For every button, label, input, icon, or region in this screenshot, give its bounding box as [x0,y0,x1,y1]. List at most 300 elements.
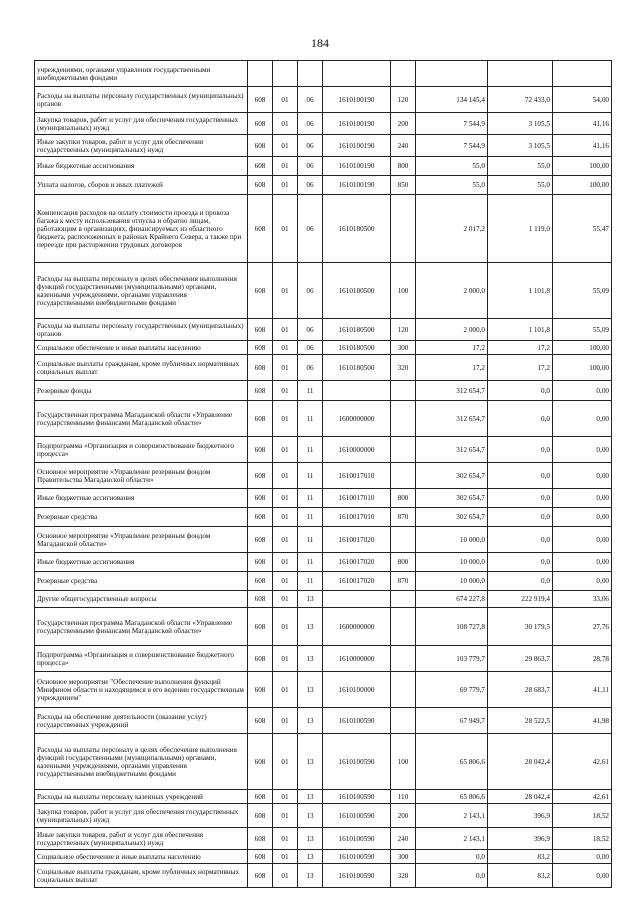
row-fact: 0,0 [488,437,553,463]
table-row [35,195,612,263]
row-csr: 1610017020 [323,553,391,572]
row-section: 01 [273,553,298,572]
row-plan: 67 949,7 [416,708,488,734]
row-code: 608 [248,195,273,263]
row-vr [391,708,416,734]
row-section: 01 [273,850,298,864]
row-vr [391,61,416,87]
row-subsection: 11 [298,489,323,508]
row-name: Компенсация расходов на оплату стоимости проезда и провоза багажа к месту использования отпуска и обратно лицам, работающим в организациях, финансируемых из областного бюджета, расположенных в районах Крайнего Севера, а также при переезде при расторжении трудовых договоров [35,195,248,263]
row-code: 608 [248,708,273,734]
row-percent: 100,00 [553,341,612,355]
row-percent: 0,00 [553,864,612,888]
row-subsection: 11 [298,508,323,527]
row-plan: 2 143,1 [416,828,488,850]
table-row [35,87,612,113]
row-csr: 1610180500 [323,355,391,381]
table-row [35,646,612,672]
table-row [35,61,612,87]
row-plan: 7 544,9 [416,113,488,135]
row-vr: 100 [391,734,416,790]
table-row [35,572,612,591]
row-csr: 1610100590 [323,708,391,734]
row-name: Государственная программа Магаданской области «Управление государственными финансами Магаданской области» [35,608,248,646]
row-csr: 1610100190 [323,135,391,157]
row-plan: 10 000,0 [416,527,488,553]
row-subsection: 13 [298,646,323,672]
row-plan: 2 000,0 [416,319,488,341]
row-code: 608 [248,401,273,437]
row-percent: 28,78 [553,646,612,672]
row-vr [391,608,416,646]
row-fact: 0,0 [488,401,553,437]
row-vr: 850 [391,176,416,195]
row-code: 608 [248,553,273,572]
row-section: 01 [273,87,298,113]
row-csr: 1610180500 [323,319,391,341]
row-plan: 312 654,7 [416,401,488,437]
row-subsection: 13 [298,790,323,804]
row-section: 01 [273,401,298,437]
row-name: Расходы на выплаты персоналу в целях обеспечения выполнения функций государственными (муниципальными) органами, казенными учреждениями, органами управления государственными внебюджетными фондами [35,263,248,319]
table-row [35,708,612,734]
row-csr: 1610100190 [323,176,391,195]
row-section: 01 [273,608,298,646]
row-name: Иные бюджетные ассигнования [35,157,248,176]
row-vr: 240 [391,135,416,157]
row-plan: 103 779,7 [416,646,488,672]
row-section: 01 [273,157,298,176]
table-row [35,591,612,608]
row-code: 608 [248,489,273,508]
row-name: Резервные фонды [35,381,248,401]
row-csr: 1610017020 [323,572,391,591]
row-fact: 0,0 [488,553,553,572]
row-name: Государственная программа Магаданской области «Управление государственными финансами Магаданской области» [35,401,248,437]
row-plan: 55,0 [416,157,488,176]
row-code: 608 [248,319,273,341]
row-fact: 1 101,8 [488,319,553,341]
row-section: 01 [273,572,298,591]
row-section: 01 [273,591,298,608]
row-percent: 0,00 [553,437,612,463]
row-fact: 28 522,5 [488,708,553,734]
row-plan: 10 000,0 [416,572,488,591]
row-subsection: 13 [298,734,323,790]
row-code [248,61,273,87]
page-number: 184 [311,36,329,50]
row-fact: 0,0 [488,508,553,527]
row-csr: 1610100190 [323,113,391,135]
row-plan: 674 227,8 [416,591,488,608]
row-vr: 800 [391,157,416,176]
table-row [35,790,612,804]
row-csr: 1600000000 [323,401,391,437]
row-csr: 1610180500 [323,263,391,319]
row-name: Иные бюджетные ассигнования [35,489,248,508]
row-plan: 108 727,8 [416,608,488,646]
row-section: 01 [273,135,298,157]
row-subsection: 06 [298,341,323,355]
row-name: Социальное обеспечение и иные выплаты населению [35,341,248,355]
row-plan: 17,2 [416,355,488,381]
row-fact: 222 919,4 [488,591,553,608]
row-plan: 0,0 [416,850,488,864]
row-subsection: 13 [298,828,323,850]
row-code: 608 [248,828,273,850]
row-section: 01 [273,355,298,381]
row-csr: 1600000000 [323,608,391,646]
table-row [35,463,612,489]
row-vr [391,527,416,553]
row-section: 01 [273,319,298,341]
row-fact: 0,0 [488,572,553,591]
row-subsection: 06 [298,113,323,135]
row-fact: 55,0 [488,157,553,176]
row-subsection: 11 [298,553,323,572]
row-plan: 65 806,6 [416,790,488,804]
row-csr [323,381,391,401]
row-name: Подпрограмма «Организация и совершенствование бюджетного процесса» [35,437,248,463]
row-percent: 42,61 [553,790,612,804]
row-subsection: 06 [298,135,323,157]
row-csr: 1610100190 [323,87,391,113]
row-fact: 0,0 [488,381,553,401]
row-fact: 29 863,7 [488,646,553,672]
row-name: Уплата налогов, сборов и иных платежей [35,176,248,195]
row-code: 608 [248,87,273,113]
row-csr: 1610100590 [323,850,391,864]
row-code: 608 [248,804,273,828]
row-vr [391,646,416,672]
table-row [35,553,612,572]
row-percent [553,61,612,87]
table-row [35,864,612,888]
row-section: 01 [273,828,298,850]
row-csr: 1610017010 [323,463,391,489]
row-vr: 320 [391,355,416,381]
row-csr: 1610180500 [323,195,391,263]
row-plan: 312 654,7 [416,381,488,401]
table-row [35,135,612,157]
row-vr [391,401,416,437]
row-fact: 3 105,5 [488,113,553,135]
row-name: Расходы на выплаты персоналу государственных (муниципальных) органов [35,319,248,341]
row-csr [323,591,391,608]
row-percent: 100,00 [553,355,612,381]
row-section: 01 [273,341,298,355]
row-percent: 41,11 [553,672,612,708]
row-vr: 100 [391,263,416,319]
table-row [35,157,612,176]
table-row [35,489,612,508]
row-vr: 120 [391,319,416,341]
row-fact: 17,2 [488,355,553,381]
row-percent: 100,00 [553,157,612,176]
row-plan: 0,0 [416,864,488,888]
row-subsection: 13 [298,608,323,646]
row-percent: 55,09 [553,263,612,319]
row-subsection: 13 [298,708,323,734]
row-section: 01 [273,804,298,828]
row-vr: 200 [391,113,416,135]
table-row [35,381,612,401]
row-percent: 41,16 [553,113,612,135]
row-subsection [298,61,323,87]
row-code: 608 [248,176,273,195]
row-plan: 55,0 [416,176,488,195]
row-vr: 300 [391,341,416,355]
row-section: 01 [273,263,298,319]
row-code: 608 [248,508,273,527]
row-subsection: 13 [298,864,323,888]
row-section: 01 [273,672,298,708]
row-csr: 1610180500 [323,341,391,355]
row-name: Расходы на обеспечение деятельности (оказание услуг) государственных учреждений [35,708,248,734]
row-vr [391,672,416,708]
budget-table [34,60,612,888]
row-percent: 27,76 [553,608,612,646]
row-subsection: 06 [298,355,323,381]
row-vr: 800 [391,553,416,572]
row-vr: 120 [391,87,416,113]
row-percent: 41,98 [553,708,612,734]
row-code: 608 [248,790,273,804]
row-percent: 0,00 [553,527,612,553]
row-percent: 41,16 [553,135,612,157]
row-csr: 1610100000 [323,672,391,708]
row-fact: 28 042,4 [488,790,553,804]
row-name: Социальное обеспечение и иные выплаты населению [35,850,248,864]
row-subsection: 13 [298,804,323,828]
row-section: 01 [273,508,298,527]
row-section [273,61,298,87]
row-section: 01 [273,790,298,804]
row-name: Социальные выплаты гражданам, кроме публичных нормативных социальных выплат [35,355,248,381]
row-subsection: 06 [298,157,323,176]
row-fact [488,61,553,87]
row-vr: 800 [391,489,416,508]
row-fact: 72 433,0 [488,87,553,113]
table-row [35,113,612,135]
row-vr [391,463,416,489]
row-plan: 10 000,0 [416,553,488,572]
row-section: 01 [273,646,298,672]
row-percent: 54,00 [553,87,612,113]
row-vr [391,381,416,401]
row-name: Основное мероприятие «Управление резервным фондом Правительства Магаданской области» [35,463,248,489]
row-fact: 28 683,7 [488,672,553,708]
row-plan: 302 654,7 [416,463,488,489]
row-section: 01 [273,734,298,790]
row-code: 608 [248,850,273,864]
row-subsection: 11 [298,437,323,463]
row-section: 01 [273,489,298,508]
row-subsection: 13 [298,672,323,708]
row-section: 01 [273,463,298,489]
table-row [35,608,612,646]
row-code: 608 [248,672,273,708]
table-row [35,263,612,319]
row-subsection: 11 [298,381,323,401]
row-subsection: 11 [298,401,323,437]
row-code: 608 [248,263,273,319]
row-percent: 42,61 [553,734,612,790]
row-section: 01 [273,176,298,195]
row-plan [416,61,488,87]
row-plan: 69 779,7 [416,672,488,708]
row-code: 608 [248,341,273,355]
row-name: Расходы на выплаты персоналу государственных (муниципальных) органов [35,87,248,113]
row-section: 01 [273,437,298,463]
row-code: 608 [248,463,273,489]
row-vr: 240 [391,828,416,850]
row-percent: 0,00 [553,508,612,527]
row-fact: 55,0 [488,176,553,195]
row-code: 608 [248,157,273,176]
row-name: Иные закупки товаров, работ и услуг для обеспечения государственных (муниципальных) нужд [35,828,248,850]
row-name: Резервные средства [35,508,248,527]
row-plan: 2 000,0 [416,263,488,319]
row-plan: 302 654,7 [416,489,488,508]
row-fact: 28 042,4 [488,734,553,790]
row-vr [391,195,416,263]
row-subsection: 11 [298,463,323,489]
row-percent: 0,00 [553,553,612,572]
row-name: Основное мероприятие «Управление резервным фондом Магаданской области» [35,527,248,553]
table-row [35,176,612,195]
row-csr: 1610000000 [323,646,391,672]
row-name: Резервные средства [35,572,248,591]
row-percent: 0,00 [553,381,612,401]
row-fact: 396,9 [488,804,553,828]
row-fact: 1 119,0 [488,195,553,263]
row-plan: 134 145,4 [416,87,488,113]
row-code: 608 [248,608,273,646]
row-name: Закупка товаров, работ и услуг для обеспечения государственных (муниципальных) нужд [35,804,248,828]
row-subsection: 11 [298,527,323,553]
row-vr [391,437,416,463]
row-vr: 320 [391,864,416,888]
row-name: Расходы на выплаты персоналу в целях обеспечения выполнения функций государственными (муниципальными) органами, казенными учреждениями, органами управления государственными внебюджетными фондами [35,734,248,790]
row-plan: 17,2 [416,341,488,355]
row-code: 608 [248,864,273,888]
row-percent: 55,47 [553,195,612,263]
row-percent: 0,00 [553,401,612,437]
row-code: 608 [248,646,273,672]
table-row [35,828,612,850]
row-subsection: 13 [298,591,323,608]
row-name: Социальные выплаты гражданам, кроме публичных нормативных социальных выплат [35,864,248,888]
row-csr: 1610017010 [323,508,391,527]
row-csr: 1610000000 [323,437,391,463]
row-plan: 7 544,9 [416,135,488,157]
row-name: Расходы на выплаты персоналу казенных учреждений [35,790,248,804]
row-name: Подпрограмма «Организация и совершенствование бюджетного процесса» [35,646,248,672]
row-plan: 2 143,1 [416,804,488,828]
table-row [35,319,612,341]
row-section: 01 [273,381,298,401]
row-subsection: 06 [298,176,323,195]
row-name: Другие общегосударственные вопросы [35,591,248,608]
row-fact: 3 105,5 [488,135,553,157]
row-vr: 200 [391,804,416,828]
row-code: 608 [248,527,273,553]
row-vr: 870 [391,508,416,527]
row-name: Иные закупки товаров, работ и услуг для обеспечения государственных (муниципальных) нужд [35,135,248,157]
row-code: 608 [248,572,273,591]
row-fact: 396,9 [488,828,553,850]
row-fact: 17,2 [488,341,553,355]
row-percent: 0,00 [553,572,612,591]
table-row [35,401,612,437]
row-section: 01 [273,864,298,888]
row-subsection: 13 [298,850,323,864]
row-fact: 1 101,8 [488,263,553,319]
row-subsection: 06 [298,263,323,319]
row-code: 608 [248,135,273,157]
row-plan: 302 654,7 [416,508,488,527]
row-percent: 18,52 [553,804,612,828]
row-csr: 1610017020 [323,527,391,553]
row-plan: 312 654,7 [416,437,488,463]
row-percent: 0,00 [553,463,612,489]
row-csr: 1610100190 [323,157,391,176]
row-fact: 83,2 [488,850,553,864]
row-subsection: 06 [298,87,323,113]
row-percent: 55,09 [553,319,612,341]
row-name: учреждениями, органами управления государственными внебюджетными фондами [35,61,248,87]
row-plan: 65 806,6 [416,734,488,790]
table-row [35,804,612,828]
row-percent: 33,06 [553,591,612,608]
table-row [35,672,612,708]
row-percent: 0,00 [553,489,612,508]
row-subsection: 06 [298,319,323,341]
row-section: 01 [273,113,298,135]
table-row [35,734,612,790]
row-code: 608 [248,591,273,608]
row-csr: 1610100590 [323,804,391,828]
row-subsection: 11 [298,572,323,591]
row-csr: 1610017010 [323,489,391,508]
table-row [35,341,612,355]
table-row [35,355,612,381]
row-code: 608 [248,381,273,401]
row-percent: 0,00 [553,850,612,864]
row-plan: 2 017,2 [416,195,488,263]
row-subsection: 06 [298,195,323,263]
row-name: Иные бюджетные ассигнования [35,553,248,572]
row-fact: 0,0 [488,527,553,553]
row-vr: 870 [391,572,416,591]
table-row [35,527,612,553]
row-vr: 110 [391,790,416,804]
row-name: Основное мероприятие "Обеспечение выполнения функций Минфином области и находящимся в его ведении государственным учреждением" [35,672,248,708]
row-csr: 1610100590 [323,828,391,850]
row-percent: 18,52 [553,828,612,850]
row-section: 01 [273,527,298,553]
row-fact: 30 179,5 [488,608,553,646]
row-section: 01 [273,195,298,263]
row-vr [391,591,416,608]
table-row [35,850,612,864]
table-row [35,508,612,527]
row-name: Закупка товаров, работ и услуг для обеспечения государственных (муниципальных) нужд [35,113,248,135]
row-fact: 0,0 [488,463,553,489]
row-section: 01 [273,708,298,734]
row-code: 608 [248,437,273,463]
